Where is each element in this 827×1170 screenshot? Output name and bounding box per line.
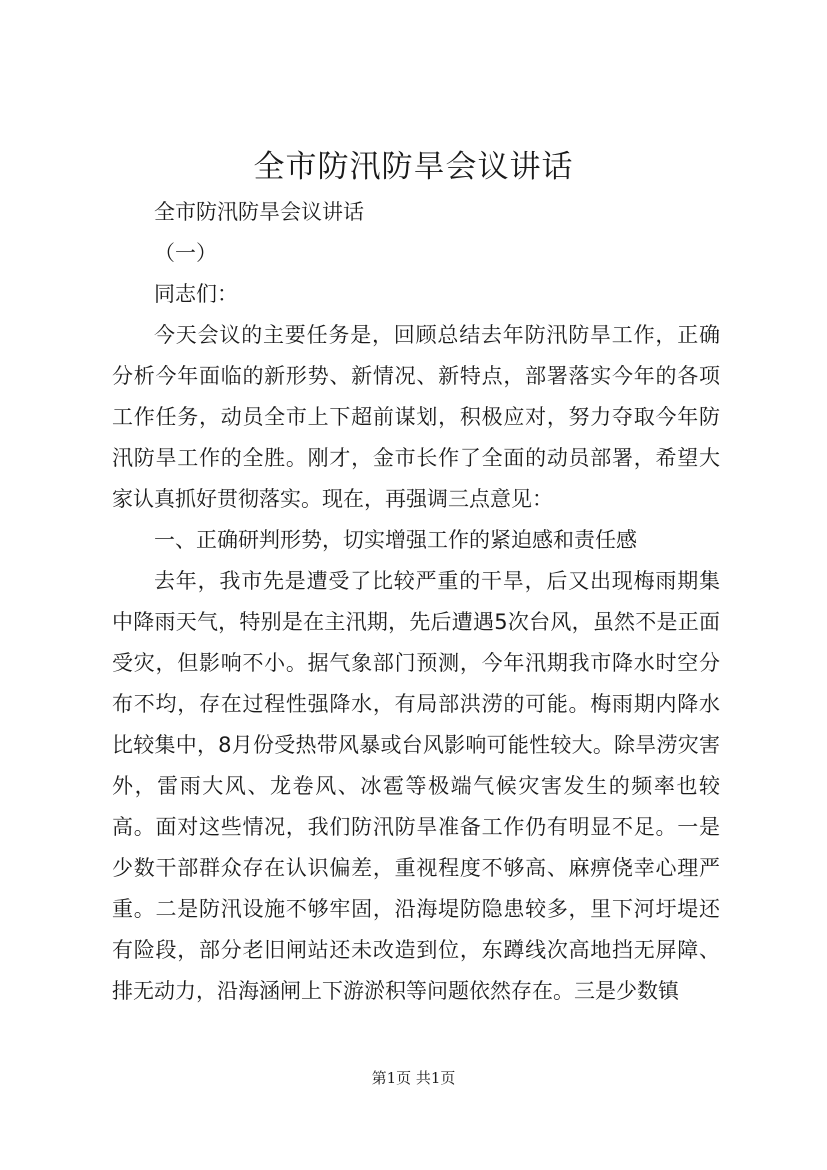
paragraph-subtitle: 全市防汛防旱会议讲话 — [154, 200, 364, 224]
paragraph-section-number: （一） — [154, 241, 217, 265]
paragraph-situation: 去年，我市先是遭受了比较严重的干旱，后又出现梅雨期集中降雨天气，特别是在主汛期，先后遭遇5次台风，虽然不是正面受灾，但影响不小。据气象部门预测，今年汛期我市降水时空分布不均，存在过程性强降水，有局部洪涝的可能。梅雨期内降水比较集中，8月份受热带风暴或台风影响可能性较大。除旱涝灾害外，雷雨大风、龙卷风、冰雹等极端气候灾害发生的频率也较高。面对这些情况，我们防汛防旱准备工作仍有明显不足。一是少数干部群众存在认识偏差，重视程度不够高、麻痹侥幸心理严重。二是防汛设施不够牢固，沿海堤防隐患较多，里下河圩堤还有险段，部分老旧闸站还未改造到位，东蹲线次高地挡无屏障、排无动力，沿海涵闸上下游淤积等问题依然存在。三是少数镇 — [112, 569, 720, 1003]
paragraph-intro: 今天会议的主要任务是，回顾总结去年防汛防旱工作，正确分析今年面临的新形势、新情况、新特点，部署落实今年的各项工作任务，动员全市上下超前谋划，积极应对，努力夺取今年防汛防旱工作的全胜。刚才，金市长作了全面的动员部署，希望大家认真抓好贯彻落实。现在，再强调三点意见： — [112, 323, 720, 511]
paragraph-heading-one: 一、正确研判形势，切实增强工作的紧迫感和责任感 — [154, 528, 637, 552]
document-title: 全市防汛防旱会议讲话 — [253, 149, 574, 185]
document-body — [112, 192, 720, 1012]
paragraph-salutation: 同志们： — [154, 282, 238, 306]
page-footer: 第1页 共1页 — [371, 1069, 456, 1087]
